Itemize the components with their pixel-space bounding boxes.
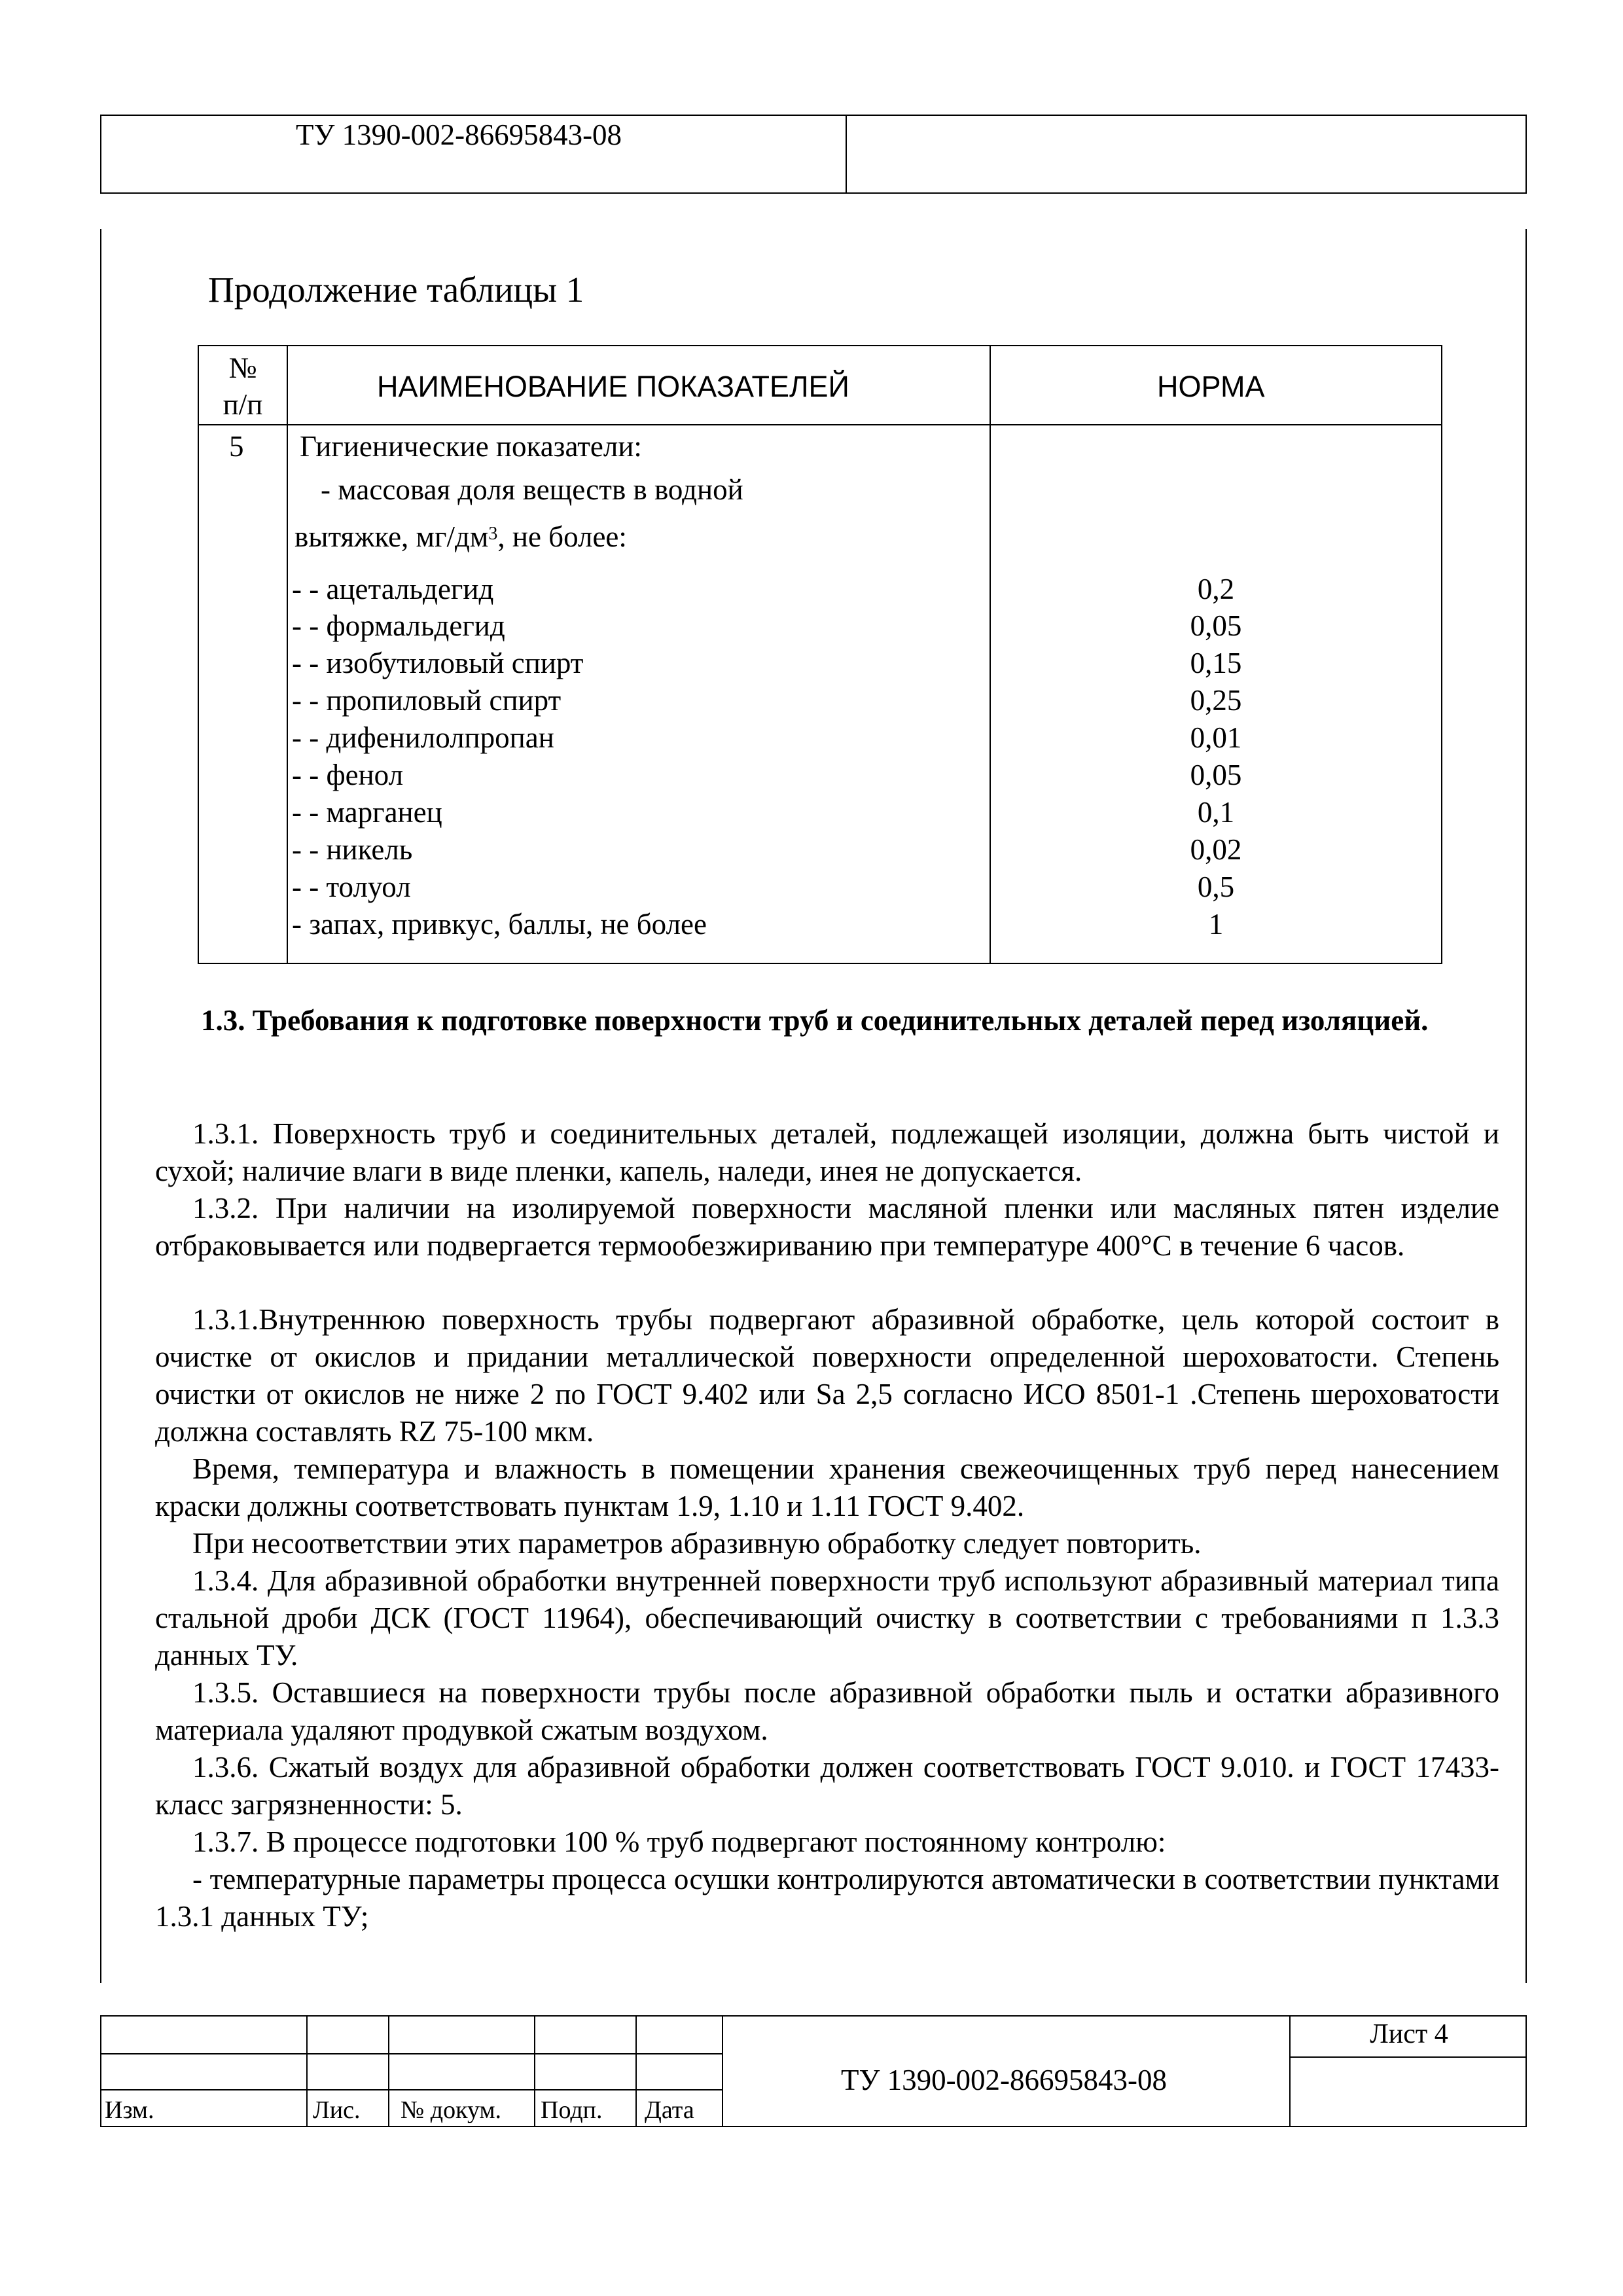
group-title: Гигиенические показатели: <box>300 430 642 463</box>
indicator-name: - - никель <box>292 833 413 866</box>
section-heading: 1.3. Требования к подготовке поверхности труб и соединительных деталей перед изоляцией. <box>201 1004 1429 1037</box>
subgroup-unit-text: вытяжке, мг/дм <box>294 520 489 553</box>
sheet-number: Лист 4 <box>1370 2019 1448 2049</box>
subgroup-line-1: - массовая доля веществ в водной <box>321 473 743 506</box>
indicator-norm: 0,05 <box>1190 609 1242 642</box>
body-paragraph: 1.3.5. Оставшиеся на поверхности трубы после абразивной обработки пыль и остатки абразивного материала удаляют продувкой сжатым воздухом. <box>155 1676 1499 1746</box>
body-paragraph: - температурные параметры процесса осушки контролируются автоматически в соответствии пунктами 1.3.1 данных ТУ; <box>155 1863 1499 1933</box>
indicator-name: - - марганец <box>292 796 442 829</box>
footer-doc-code: ТУ 1390-002-86695843-08 <box>840 2064 1168 2096</box>
subgroup-line-2 <box>294 518 627 555</box>
indicator-name: - запах, привкус, баллы, не более <box>292 908 707 941</box>
label-date: Дата <box>645 2096 694 2124</box>
title-block-col-4 <box>635 2015 637 2127</box>
header-doc-code: ТУ 1390-002-86695843-08 <box>296 118 622 151</box>
title-block-col-1 <box>306 2015 308 2127</box>
indicator-name: - - толуол <box>292 870 411 903</box>
subgroup-unit-tail: , не более: <box>497 520 627 553</box>
title-block-row-line-1 <box>100 2053 723 2054</box>
indicator-name: - - формальдегид <box>292 609 505 642</box>
body-paragraph: При несоответствии этих параметров абразивную обработку следует повторить. <box>192 1527 1202 1560</box>
body-paragraph: 1.3.7. В процессе подготовки 100 % труб подвергают постоянному контролю: <box>192 1825 1166 1858</box>
body-paragraph: 1.3.2. При наличии на изолируемой поверхности масляной пленки или масляных пятен изделие отбраковывается или подвергается термообезжириванию при температуре 400°С в течение 6 часов. <box>155 1192 1499 1262</box>
body-paragraph: 1.3.1.Внутреннюю поверхность трубы подвергают абразивной обработке, цель которой состоит в очистке от окислов и придании металлической поверхности определенной шероховатости. Степень очистки от окислов не ниже 2 по ГОСТ 9.402 или Sa 2,5 согласно ИСО 8501-1 .Степень шероховатости должна составлять RZ 75-100 мкм. <box>155 1303 1499 1448</box>
indicator-norm: 0,15 <box>1190 647 1242 679</box>
indicator-norm: 0,1 <box>1197 796 1235 829</box>
table-caption: Продолжение таблицы 1 <box>208 270 584 310</box>
indicator-norm: 0,02 <box>1190 833 1242 866</box>
indicator-name: - - ацетальдегид <box>292 573 494 605</box>
table-col-divider-1 <box>287 345 288 964</box>
label-document-number: № докум. <box>401 2096 502 2124</box>
column-header-name: НАИМЕНОВАНИЕ ПОКАЗАТЕЛЕЙ <box>377 370 849 403</box>
indicator-norm: 1 <box>1208 908 1224 941</box>
body-paragraph: 1.3.6. Сжатый воздух для абразивной обработки должен соответствовать ГОСТ 9.010. и ГОСТ 17433- класс загрязненности: 5. <box>155 1751 1499 1821</box>
indicator-name: - - дифенилолпропан <box>292 721 554 754</box>
body-paragraph: 1.3.4. Для абразивной обработки внутренней поверхности труб используют абразивный материал типа стальной дроби ДСК (ГОСТ 11964), обеспечивающий очистку в соответствии с требованиями п 1.3.3 данных ТУ. <box>155 1564 1499 1672</box>
title-block-row-line-2 <box>100 2089 723 2090</box>
column-header-number-sign: № <box>228 351 257 384</box>
label-signature: Подп. <box>541 2096 603 2124</box>
indicator-norm: 0,25 <box>1190 684 1242 717</box>
page-border-left <box>100 229 101 1983</box>
title-block-col-3 <box>534 2015 535 2127</box>
indicator-norm: 0,05 <box>1190 759 1242 791</box>
group-number: 5 <box>229 430 244 463</box>
column-header-norm: НОРМА <box>1157 370 1265 403</box>
indicator-norm: 0,5 <box>1197 870 1235 903</box>
indicator-name: - - изобутиловый спирт <box>292 647 584 679</box>
sheet-cell-separator <box>1289 2056 1527 2058</box>
header-divider <box>846 115 847 194</box>
table-header-separator <box>198 424 1442 425</box>
indicator-name: - - пропиловый спирт <box>292 684 562 717</box>
indicator-norm: 0,01 <box>1190 721 1242 754</box>
title-block-col-6 <box>1289 2015 1291 2127</box>
subgroup-unit-superscript: 3 <box>488 524 498 544</box>
label-change: Изм. <box>105 2096 154 2124</box>
indicator-norm: 0,2 <box>1197 573 1235 605</box>
body-paragraph: Время, температура и влажность в помещении хранения свежеочищенных труб перед нанесением краски должны соответствовать пунктам 1.9, 1.10 и 1.11 ГОСТ 9.402. <box>155 1452 1499 1522</box>
indicator-name: - - фенол <box>292 759 404 791</box>
page-border-right <box>1525 229 1527 1983</box>
label-sheet-column: Лис. <box>313 2096 361 2124</box>
body-paragraph: 1.3.1. Поверхность труб и соединительных деталей, подлежащей изоляции, должна быть чистой и сухой; наличие влаги в виде пленки, капель, наледи, инея не допускается. <box>155 1117 1499 1187</box>
column-header-number-abbr: п/п <box>223 388 263 421</box>
title-block-col-2 <box>388 2015 389 2127</box>
